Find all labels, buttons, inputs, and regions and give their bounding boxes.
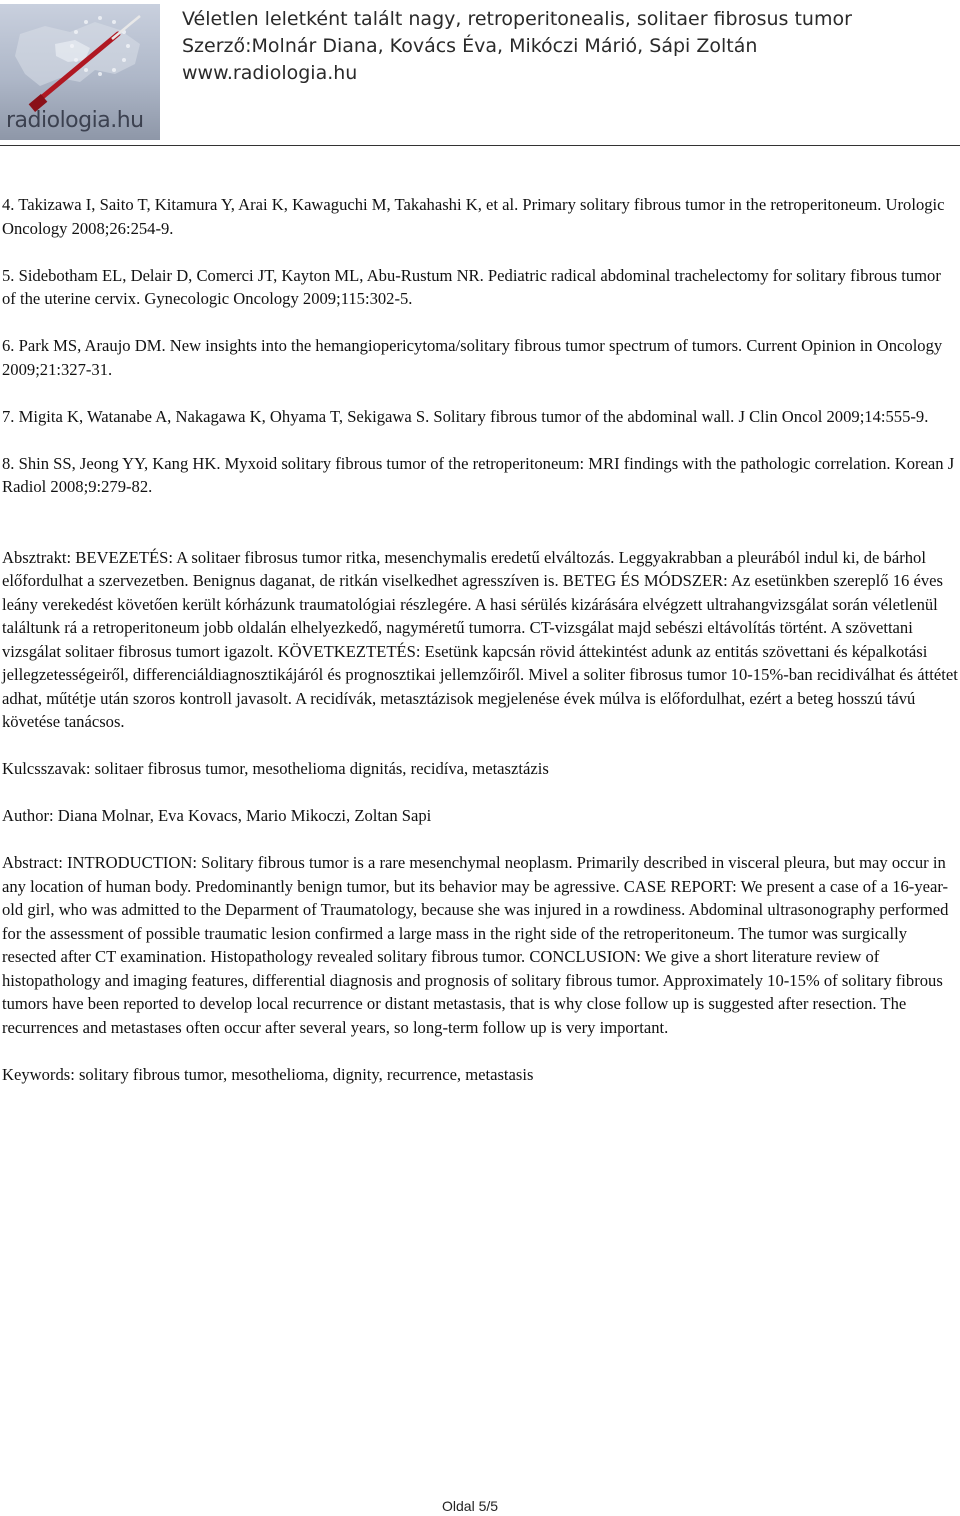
reference-item: 7. Migita K, Watanabe A, Nakagawa K, Ohyama T, Sekigawa S. Solitary fibrous tumor of the abdominal wall. J Clin Oncol 2009;14:555-9. bbox=[2, 406, 929, 426]
reference-item: 6. Park MS, Araujo DM. New insights into the hemangiopericytoma/solitary fibrous tumor spectrum of tumors. Current Opinion in Oncology 2009;21:327-31. bbox=[2, 336, 943, 379]
header-divider bbox=[0, 145, 960, 146]
site-link[interactable]: www.radiologia.hu bbox=[182, 62, 358, 84]
page-number: Oldal 5/5 bbox=[442, 1498, 499, 1514]
reference-item: 4. Takizawa I, Saito T, Kitamura Y, Arai K, Kawaguchi M, Takahashi K, et al. Primary solitary fibrous tumor in the retroperitoneum. Urologic Oncology 2008;26:254-9. bbox=[2, 195, 945, 238]
abstract-hungarian: Absztrakt: BEVEZETÉS: A solitaer fibrosus tumor ritka, mesenchymalis eredetű elváltozás. Leggyakrabban a pleurából indul ki, de bárhol előfordulhat a szervezetben. Benignus daganat, de ritkán viselkedhet agresszíven is. BETEG ÉS MÓDSZER: Az esetünkben szereplő 16 éves leány verekedést követően került kórházunk traumatológiai részlegére. A hasi sérülés kizárására elvégzett ultrahangvizsgálat során véletlenül találtunk rá a retroperitoneum jobb oldalán elhelyezkedő, nagyméretű tumorra. CT-vizsgálat majd sebészi eltávolítás történt. A szövettani vizsgálat solitaer fibrosus tumort igazolt. KÖVETKEZTETÉS: Esetünk kapcsán rövid áttekintést adunk az entitás szövettani és képalkotási jellegzetességeiről, differenciáldiagnosztikájáról és prognosztikai jellemzőiről. Mivel a soliter fibrosus tumor 10-15%-ban recidiválhat és áttétet adhat, műtétje után szoros kontroll javasolt. A recidívák, metasztázisok megjelenése évek múlva is előfordulhat, ezért a beteg hosszú távú követése tanácsos. bbox=[2, 547, 958, 731]
document-title: Véletlen leletként talált nagy, retroperitonealis, solitaer fibrosus tumor bbox=[182, 8, 852, 30]
author-english: Author: Diana Molnar, Eva Kovacs, Mario Mikoczi, Zoltan Sapi bbox=[2, 806, 432, 825]
header-text-block bbox=[182, 6, 852, 87]
abstract-english: Abstract: INTRODUCTION: Solitary fibrous tumor is a rare mesenchymal neoplasm. Primarily described in visceral pleura, but may occur in any location of human body. Predominantly benign tumor, but its behavior may be agressive. CASE REPORT: We present a case of a 16-year-old girl, who was admitted to the Deparment of Traumatology, because she was injured in a rowdiness. Abdominal ultrasonography performed for the assessment of possible traumatic lesion confirmed a large mass in the right side of the retroperitoneum. The tumor was surgically resected after CT examination. Histopathology revealed solitary fibrous tumor. CONCLUSION: We give a short literature review of histopathology and imaging features, differential diagnosis and prognosis of solitary fibrous tumor. Approximately 10-15% of solitary fibrous tumors have been reported to develop local recurrence or distant metastasis, that is why close follow up is suggested after resection. The recurrences and metastases often occur after several years, so long-term follow up is very important. bbox=[2, 853, 949, 1037]
keywords-english: Keywords: solitary fibrous tumor, mesothelioma, dignity, recurrence, metastasis bbox=[2, 1064, 534, 1084]
page-content bbox=[2, 193, 958, 1110]
radiologia-logo bbox=[0, 4, 160, 140]
reference-item: 8. Shin SS, Jeong YY, Kang HK. Myxoid solitary fibrous tumor of the retroperitoneum: MRI findings with the pathologic correlation. Korean J Radiol 2008;9:279-82. bbox=[2, 453, 955, 496]
document-authors: Szerző:Molnár Diana, Kovács Éva, Mikóczi Márió, Sápi Zoltán bbox=[182, 35, 758, 57]
reference-item: 5. Sidebotham EL, Delair D, Comerci JT, Kayton ML, Abu-Rustum NR. Pediatric radical abdominal trachelectomy for solitary fibrous tumor of the uterine cervix. Gynecologic Oncology 2009;115:302-5. bbox=[2, 265, 941, 308]
spacer bbox=[2, 522, 958, 546]
keywords-hungarian: Kulcsszavak: solitaer fibrosus tumor, mesothelioma dignitás, recidíva, metasztázis bbox=[2, 759, 549, 778]
logo-text: radiologia.hu bbox=[6, 108, 144, 133]
page-header bbox=[0, 0, 960, 146]
